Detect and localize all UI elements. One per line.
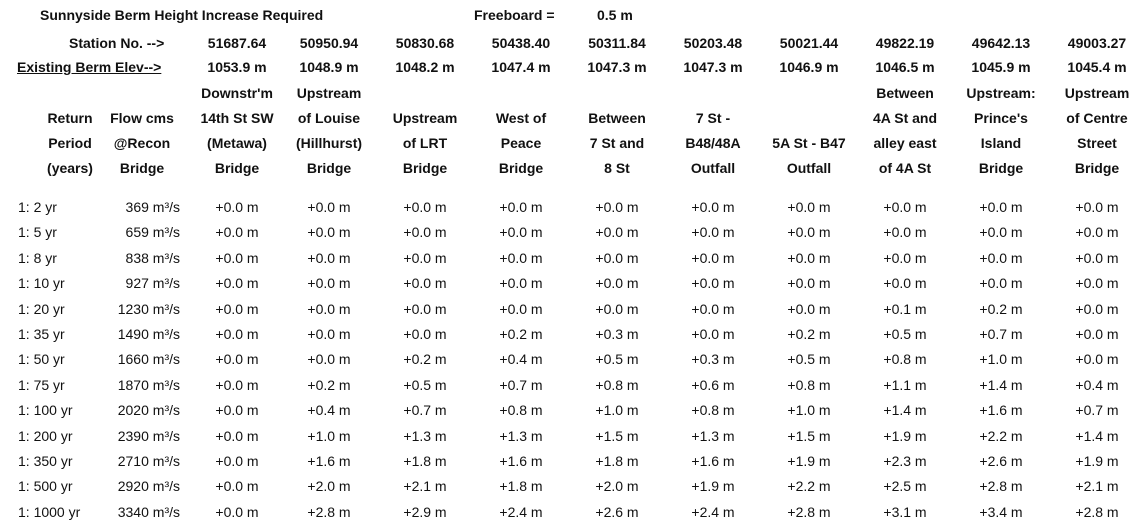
- station-name-line: Prince's: [974, 110, 1028, 126]
- return-period: 1: 500 yr: [18, 478, 73, 494]
- berm-increase-cell: +0.4 m: [499, 351, 543, 367]
- berm-increase-cell: +0.7 m: [979, 326, 1023, 342]
- flow-number: 659: [125, 224, 149, 240]
- return-period: 1: 2 yr: [18, 199, 57, 215]
- flow-value: [92, 377, 180, 393]
- flow-number: 2020: [117, 402, 149, 418]
- existing-berm-elevation: 1046.5 m: [875, 59, 935, 75]
- berm-increase-cell: +0.0 m: [1075, 250, 1119, 266]
- return-period: 1: 20 yr: [18, 301, 65, 317]
- berm-increase-cell: +0.0 m: [499, 301, 543, 317]
- berm-increase-cell: +1.6 m: [307, 453, 351, 469]
- station-number: 49642.13: [971, 35, 1031, 51]
- station-name-line: Between: [876, 85, 934, 101]
- berm-increase-cell: +0.0 m: [691, 250, 735, 266]
- berm-increase-cell: +0.0 m: [307, 275, 351, 291]
- berm-increase-cell: +1.3 m: [691, 428, 735, 444]
- berm-increase-cell: +0.0 m: [1075, 224, 1119, 240]
- flow-value: [92, 275, 180, 291]
- station-number: 50950.94: [299, 35, 359, 51]
- berm-increase-cell: +1.3 m: [403, 428, 447, 444]
- berm-increase-cell: +0.2 m: [979, 301, 1023, 317]
- berm-increase-cell: +1.5 m: [595, 428, 639, 444]
- berm-increase-cell: +0.0 m: [979, 275, 1023, 291]
- station-name-line: of Centre: [1066, 110, 1128, 126]
- berm-increase-cell: +0.0 m: [787, 250, 831, 266]
- berm-increase-cell: +0.4 m: [1075, 377, 1119, 393]
- berm-increase-cell: +0.0 m: [215, 504, 259, 520]
- column-header-line: Flow cms: [110, 110, 174, 126]
- berm-increase-cell: +1.9 m: [883, 428, 927, 444]
- berm-increase-cell: +0.0 m: [1075, 351, 1119, 367]
- existing-berm-elevation: 1045.9 m: [971, 59, 1031, 75]
- berm-increase-cell: +1.6 m: [979, 402, 1023, 418]
- return-period: 1: 35 yr: [18, 326, 65, 342]
- station-name-line: Outfall: [690, 160, 736, 176]
- station-name-line: 5A St - B47: [772, 135, 846, 151]
- berm-increase-cell: +0.3 m: [595, 326, 639, 342]
- berm-increase-cell: +0.0 m: [691, 301, 735, 317]
- flow-number: 1660: [117, 351, 149, 367]
- station-label: Station No. -->: [69, 35, 165, 51]
- berm-increase-cell: +2.8 m: [979, 478, 1023, 494]
- berm-increase-cell: +0.0 m: [215, 301, 259, 317]
- station-name-line: Island: [980, 135, 1022, 151]
- flow-unit: m³/s: [148, 402, 180, 418]
- flow-unit: m³/s: [148, 453, 180, 469]
- station-number: 50021.44: [779, 35, 839, 51]
- existing-berm-elevation: 1045.4 m: [1067, 59, 1127, 75]
- flow-unit: m³/s: [148, 250, 180, 266]
- berm-increase-cell: +0.0 m: [403, 301, 447, 317]
- berm-increase-cell: +0.0 m: [499, 250, 543, 266]
- berm-increase-cell: +0.0 m: [403, 199, 447, 215]
- berm-increase-cell: +0.0 m: [979, 224, 1023, 240]
- station-name-line: 7 St -: [695, 110, 731, 126]
- return-period: 1: 50 yr: [18, 351, 65, 367]
- berm-increase-cell: +0.8 m: [499, 402, 543, 418]
- berm-increase-cell: +0.7 m: [403, 402, 447, 418]
- berm-increase-cell: +1.1 m: [883, 377, 927, 393]
- berm-increase-cell: +0.0 m: [979, 199, 1023, 215]
- berm-increase-cell: +0.0 m: [215, 402, 259, 418]
- return-period: 1: 200 yr: [18, 428, 73, 444]
- berm-increase-cell: +0.7 m: [499, 377, 543, 393]
- berm-increase-cell: +2.8 m: [1075, 504, 1119, 520]
- berm-increase-cell: +2.0 m: [307, 478, 351, 494]
- column-header-line: (years): [47, 160, 93, 176]
- berm-increase-cell: +1.0 m: [979, 351, 1023, 367]
- berm-increase-cell: +1.8 m: [403, 453, 447, 469]
- flow-unit: m³/s: [148, 199, 180, 215]
- station-name-line: Bridge: [306, 160, 352, 176]
- flow-value: [92, 301, 180, 317]
- station-name-line: Upstream: [392, 110, 458, 126]
- flow-unit: m³/s: [148, 224, 180, 240]
- station-number: 50203.48: [683, 35, 743, 51]
- berm-increase-cell: +0.0 m: [691, 199, 735, 215]
- berm-increase-cell: +0.0 m: [1075, 326, 1119, 342]
- berm-increase-cell: +1.0 m: [595, 402, 639, 418]
- berm-increase-cell: +0.0 m: [787, 301, 831, 317]
- freeboard-value: 0.5 m: [597, 7, 633, 23]
- station-name-line: West of: [495, 110, 547, 126]
- berm-increase-cell: +1.5 m: [787, 428, 831, 444]
- station-name-line: of 4A St: [878, 160, 932, 176]
- berm-increase-cell: +2.1 m: [403, 478, 447, 494]
- station-number: 49003.27: [1067, 35, 1127, 51]
- berm-increase-cell: +0.0 m: [499, 199, 543, 215]
- berm-increase-cell: +0.8 m: [787, 377, 831, 393]
- berm-increase-cell: +0.6 m: [691, 377, 735, 393]
- berm-increase-cell: +0.0 m: [595, 275, 639, 291]
- flow-number: 2390: [117, 428, 149, 444]
- station-name-line: Upstream: [296, 85, 362, 101]
- existing-berm-elevation: 1047.4 m: [491, 59, 551, 75]
- flow-value: [92, 224, 180, 240]
- return-period: 1: 100 yr: [18, 402, 73, 418]
- berm-increase-cell: +0.5 m: [883, 326, 927, 342]
- berm-increase-cell: +3.1 m: [883, 504, 927, 520]
- berm-increase-cell: +0.5 m: [595, 351, 639, 367]
- berm-increase-cell: +0.0 m: [215, 326, 259, 342]
- existing-berm-elevation: 1046.9 m: [779, 59, 839, 75]
- berm-increase-cell: +2.1 m: [1075, 478, 1119, 494]
- berm-increase-cell: +0.0 m: [307, 301, 351, 317]
- berm-increase-cell: +0.0 m: [307, 250, 351, 266]
- existing-berm-elevation: 1048.9 m: [299, 59, 359, 75]
- return-period: 1: 8 yr: [18, 250, 57, 266]
- station-number: 50311.84: [588, 35, 646, 51]
- existing-elev-label: Existing Berm Elev-->: [17, 59, 162, 75]
- berm-increase-cell: +1.0 m: [307, 428, 351, 444]
- berm-increase-cell: +2.4 m: [499, 504, 543, 520]
- flow-value: [92, 428, 180, 444]
- station-name-line: Upstream:: [966, 85, 1036, 101]
- existing-berm-elevation: 1047.3 m: [587, 59, 647, 75]
- flow-value: [92, 250, 180, 266]
- flow-value: [92, 453, 180, 469]
- station-name-line: of Louise: [297, 110, 361, 126]
- berm-increase-cell: +0.0 m: [215, 428, 259, 444]
- berm-increase-cell: +0.4 m: [307, 402, 351, 418]
- berm-increase-cell: +0.5 m: [403, 377, 447, 393]
- flow-number: 838: [125, 250, 149, 266]
- berm-increase-cell: +0.0 m: [307, 326, 351, 342]
- berm-increase-cell: +2.9 m: [403, 504, 447, 520]
- berm-increase-cell: +0.0 m: [499, 224, 543, 240]
- berm-increase-cell: +1.4 m: [1075, 428, 1119, 444]
- berm-increase-cell: +0.0 m: [883, 224, 927, 240]
- return-period: 1: 5 yr: [18, 224, 57, 240]
- station-name-line: Outfall: [786, 160, 832, 176]
- berm-increase-cell: +0.2 m: [307, 377, 351, 393]
- column-header-line: Bridge: [119, 160, 165, 176]
- flow-number: 2710: [117, 453, 149, 469]
- station-name-line: 14th St SW: [200, 110, 274, 126]
- station-name-line: Upstream: [1064, 85, 1130, 101]
- station-name-line: (Metawa): [207, 135, 267, 151]
- flow-unit: m³/s: [148, 478, 180, 494]
- berm-increase-cell: +2.6 m: [595, 504, 639, 520]
- station-name-line: of LRT: [402, 135, 448, 151]
- flow-unit: m³/s: [148, 275, 180, 291]
- station-name-line: Downstr'm: [201, 85, 273, 101]
- station-name-line: 4A St and: [872, 110, 938, 126]
- berm-increase-cell: +0.8 m: [691, 402, 735, 418]
- flow-unit: m³/s: [148, 377, 180, 393]
- berm-increase-cell: +0.0 m: [499, 275, 543, 291]
- berm-increase-cell: +0.0 m: [307, 199, 351, 215]
- berm-increase-cell: +0.0 m: [595, 301, 639, 317]
- berm-increase-cell: +1.6 m: [691, 453, 735, 469]
- return-period: 1: 75 yr: [18, 377, 65, 393]
- berm-increase-cell: +0.0 m: [595, 224, 639, 240]
- freeboard-label: Freeboard =: [474, 7, 555, 23]
- berm-increase-cell: +3.4 m: [979, 504, 1023, 520]
- return-period: 1: 10 yr: [18, 275, 65, 291]
- flow-unit: m³/s: [148, 301, 180, 317]
- flow-unit: m³/s: [148, 504, 180, 520]
- berm-increase-cell: +0.0 m: [215, 199, 259, 215]
- existing-berm-elevation: 1053.9 m: [207, 59, 267, 75]
- station-number: 50438.40: [491, 35, 551, 51]
- berm-increase-cell: +0.0 m: [403, 250, 447, 266]
- berm-increase-cell: +0.1 m: [883, 301, 927, 317]
- station-number: 50830.68: [395, 35, 455, 51]
- berm-increase-cell: +2.8 m: [787, 504, 831, 520]
- berm-increase-cell: +1.4 m: [979, 377, 1023, 393]
- berm-increase-cell: +1.9 m: [787, 453, 831, 469]
- berm-increase-cell: +0.0 m: [307, 351, 351, 367]
- flow-number: 1490: [117, 326, 149, 342]
- station-name-line: Bridge: [1074, 160, 1120, 176]
- berm-increase-cell: +2.0 m: [595, 478, 639, 494]
- flow-value: [92, 402, 180, 418]
- berm-increase-cell: +0.0 m: [215, 351, 259, 367]
- flow-number: 1230: [117, 301, 149, 317]
- flow-unit: m³/s: [148, 326, 180, 342]
- berm-increase-cell: +0.0 m: [595, 199, 639, 215]
- column-header-line: Period: [48, 135, 92, 151]
- berm-increase-cell: +1.9 m: [691, 478, 735, 494]
- berm-increase-cell: +0.7 m: [1075, 402, 1119, 418]
- berm-increase-cell: +0.2 m: [403, 351, 447, 367]
- berm-increase-cell: +1.9 m: [1075, 453, 1119, 469]
- station-name-line: alley east: [873, 135, 937, 151]
- berm-increase-cell: +1.0 m: [787, 402, 831, 418]
- berm-increase-cell: +0.0 m: [215, 478, 259, 494]
- station-name-line: Bridge: [498, 160, 544, 176]
- berm-increase-cell: +2.6 m: [979, 453, 1023, 469]
- berm-increase-cell: +0.0 m: [883, 250, 927, 266]
- station-name-line: 8 St: [604, 160, 630, 176]
- berm-increase-cell: +2.8 m: [307, 504, 351, 520]
- berm-increase-cell: +0.0 m: [691, 224, 735, 240]
- berm-increase-cell: +0.0 m: [215, 250, 259, 266]
- berm-increase-cell: +1.8 m: [499, 478, 543, 494]
- station-name-line: (Hillhurst): [295, 135, 363, 151]
- berm-increase-cell: +0.0 m: [787, 275, 831, 291]
- berm-increase-cell: +0.8 m: [595, 377, 639, 393]
- station-name-line: 7 St and: [589, 135, 645, 151]
- flow-number: 2920: [117, 478, 149, 494]
- berm-increase-cell: +0.0 m: [979, 250, 1023, 266]
- station-number: 49822.19: [875, 35, 935, 51]
- berm-increase-cell: +0.0 m: [595, 250, 639, 266]
- flow-value: [92, 326, 180, 342]
- berm-increase-cell: +0.0 m: [691, 326, 735, 342]
- berm-increase-cell: +0.0 m: [1075, 275, 1119, 291]
- berm-increase-cell: +2.4 m: [691, 504, 735, 520]
- berm-increase-cell: +0.0 m: [215, 453, 259, 469]
- existing-berm-elevation: 1047.3 m: [683, 59, 743, 75]
- berm-increase-cell: +0.0 m: [787, 224, 831, 240]
- column-header-line: @Recon: [113, 135, 171, 151]
- berm-increase-cell: +0.0 m: [403, 326, 447, 342]
- berm-increase-cell: +0.0 m: [215, 275, 259, 291]
- berm-increase-cell: +0.2 m: [787, 326, 831, 342]
- berm-increase-cell: +0.0 m: [1075, 301, 1119, 317]
- flow-value: [92, 199, 180, 215]
- station-name-line: B48/48A: [685, 135, 741, 151]
- station-name-line: Bridge: [402, 160, 448, 176]
- berm-increase-cell: +1.3 m: [499, 428, 543, 444]
- station-number: 51687.64: [207, 35, 267, 51]
- return-period: 1: 1000 yr: [18, 504, 81, 520]
- column-header-line: Return: [47, 110, 93, 126]
- station-name-line: Bridge: [214, 160, 260, 176]
- berm-increase-cell: +0.2 m: [499, 326, 543, 342]
- station-name-line: Street: [1077, 135, 1117, 151]
- table-title: Sunnyside Berm Height Increase Required: [40, 7, 324, 23]
- berm-increase-cell: +0.0 m: [1075, 199, 1119, 215]
- flow-value: [92, 504, 180, 520]
- station-name-line: Between: [588, 110, 646, 126]
- existing-berm-elevation: 1048.2 m: [395, 59, 455, 75]
- berm-increase-cell: +0.0 m: [307, 224, 351, 240]
- station-name-line: Bridge: [978, 160, 1024, 176]
- flow-value: [92, 351, 180, 367]
- berm-increase-cell: +0.0 m: [215, 377, 259, 393]
- berm-increase-cell: +1.8 m: [595, 453, 639, 469]
- berm-increase-cell: +2.2 m: [979, 428, 1023, 444]
- berm-increase-cell: +0.0 m: [403, 275, 447, 291]
- station-name-line: Peace: [500, 135, 542, 151]
- berm-increase-cell: +0.8 m: [883, 351, 927, 367]
- berm-increase-cell: +2.3 m: [883, 453, 927, 469]
- berm-increase-cell: +0.0 m: [883, 275, 927, 291]
- flow-value: [92, 478, 180, 494]
- berm-increase-cell: +0.5 m: [787, 351, 831, 367]
- flow-unit: m³/s: [148, 351, 180, 367]
- flow-unit: m³/s: [148, 428, 180, 444]
- flow-number: 927: [125, 275, 149, 291]
- berm-increase-cell: +2.5 m: [883, 478, 927, 494]
- berm-increase-cell: +0.0 m: [215, 224, 259, 240]
- berm-increase-cell: +0.0 m: [787, 199, 831, 215]
- return-period: 1: 350 yr: [18, 453, 73, 469]
- berm-increase-cell: +2.2 m: [787, 478, 831, 494]
- berm-increase-cell: +0.3 m: [691, 351, 735, 367]
- berm-increase-cell: +0.0 m: [403, 224, 447, 240]
- berm-increase-cell: +1.6 m: [499, 453, 543, 469]
- flow-number: 3340: [117, 504, 149, 520]
- berm-increase-cell: +1.4 m: [883, 402, 927, 418]
- berm-increase-cell: +0.0 m: [883, 199, 927, 215]
- flow-number: 369: [125, 199, 149, 215]
- flow-number: 1870: [117, 377, 149, 393]
- berm-increase-cell: +0.0 m: [691, 275, 735, 291]
